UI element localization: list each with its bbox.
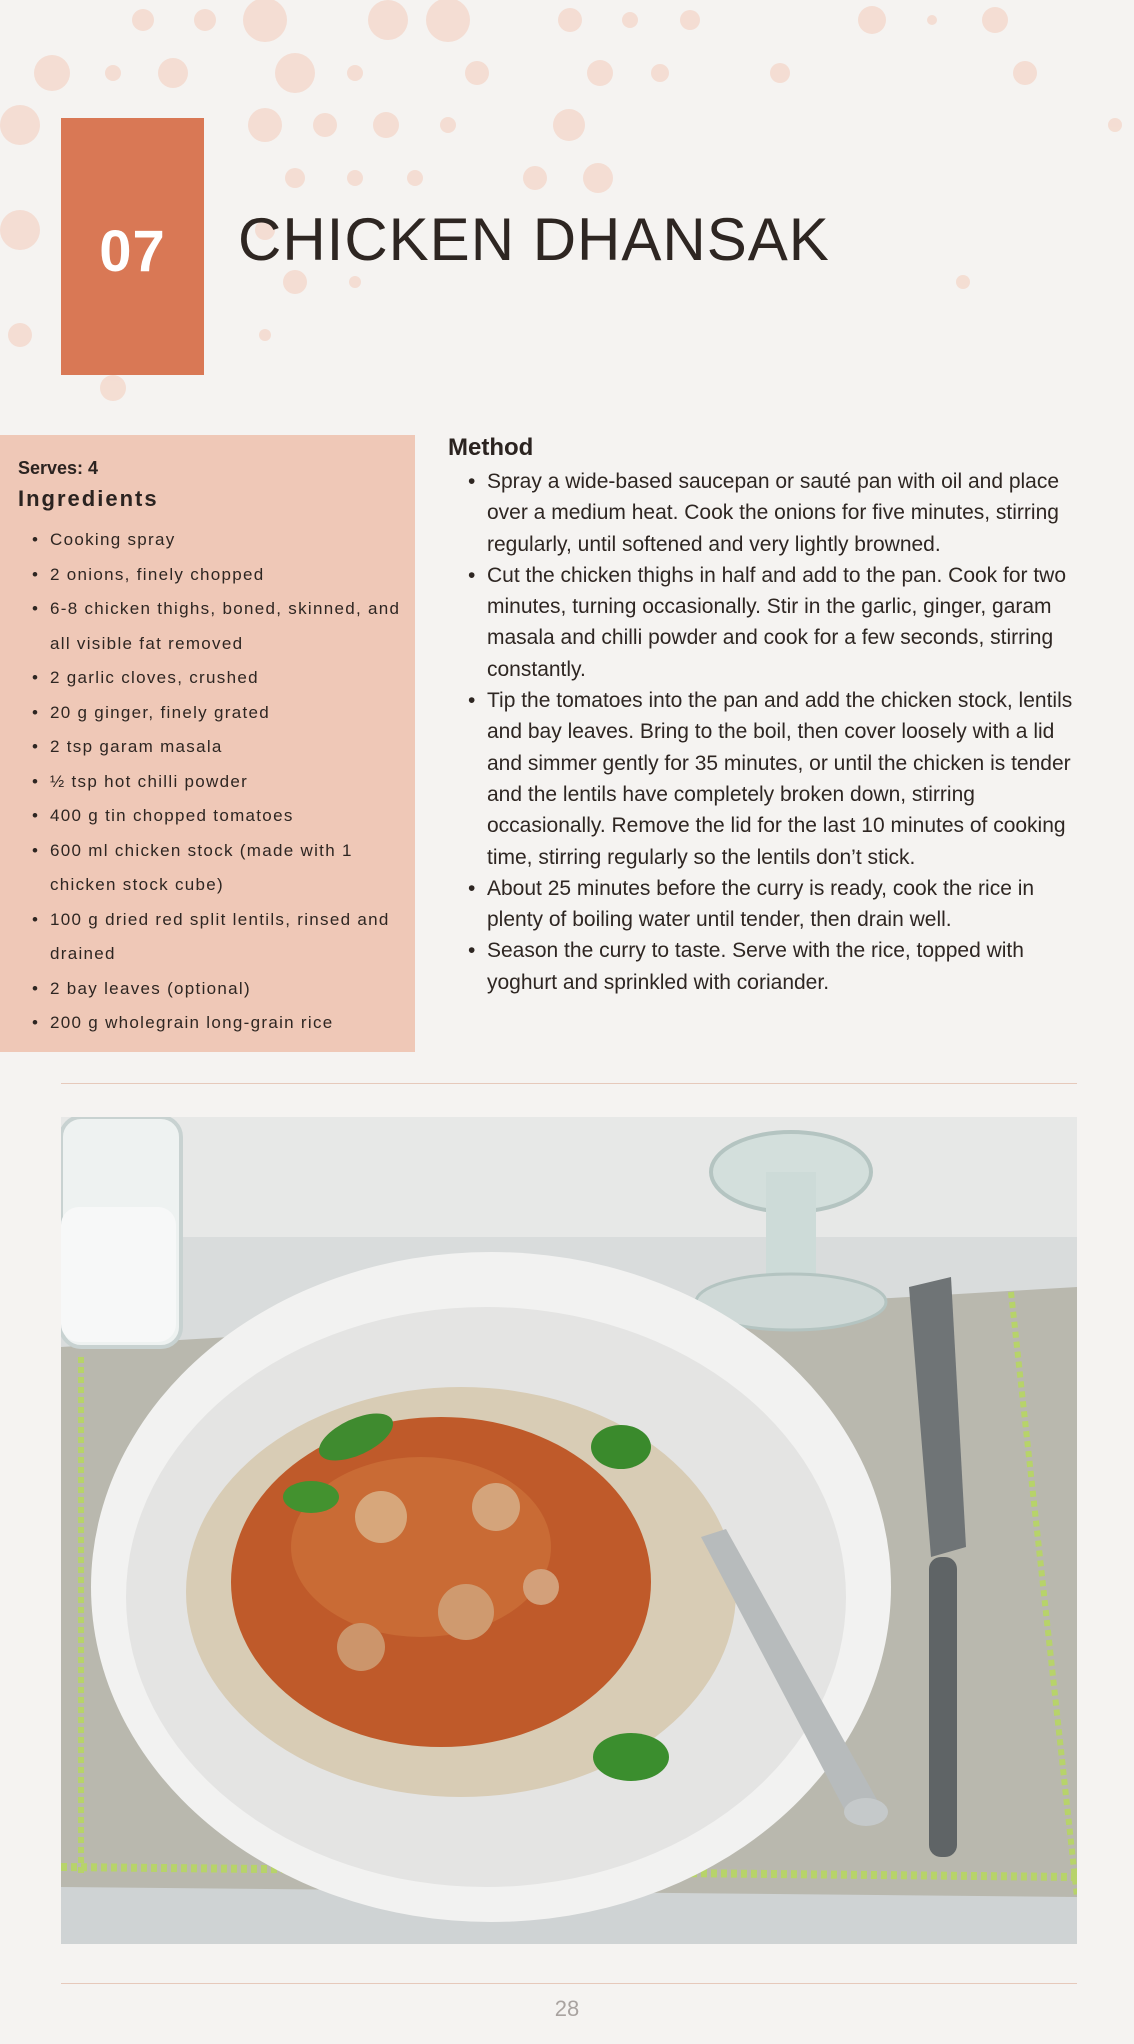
ingredient-item: • ½ tsp hot chilli powder (28, 765, 408, 800)
ingredient-item: • Cooking spray (28, 523, 408, 558)
method-step: • Spray a wide-based saucepan or sauté pan with oil and place over a medium heat. Cook the onions for five minutes, stirring regularly, until softened and very lightly browned. (466, 466, 1086, 560)
ingredient-item: • 2 garlic cloves, crushed (28, 661, 408, 696)
ingredient-item: • 600 ml chicken stock (made with 1 chicken stock cube) (28, 834, 408, 903)
ingredient-item: • 100 g dried red split lentils, rinsed and drained (28, 903, 408, 972)
recipe-number-box (61, 118, 204, 375)
ingredient-item: • 2 tsp garam masala (28, 730, 408, 765)
method-step: • Cut the chicken thighs in half and add to the pan. Cook for two minutes, turning occasionally. Stir in the garlic, ginger, garam masala and chilli powder and cook for a few seconds, stirring constantly. (466, 560, 1086, 685)
ingredient-item: • 2 onions, finely chopped (28, 558, 408, 593)
method-step: • About 25 minutes before the curry is ready, cook the rice in plenty of boiling water until tender, then drain well. (466, 873, 1086, 936)
recipe-title: CHICKEN DHANSAK (238, 206, 830, 273)
method-step: • Season the curry to taste. Serve with the rice, topped with yoghurt and sprinkled with coriander. (466, 935, 1086, 998)
ingredient-item: • 200 g wholegrain long-grain rice (28, 1006, 408, 1041)
divider-bottom (61, 1983, 1077, 1984)
ingredient-item: • 20 g ginger, finely grated (28, 696, 408, 731)
method-steps (466, 466, 1086, 998)
ingredient-item: • 400 g tin chopped tomatoes (28, 799, 408, 834)
ingredient-item: • 2 bay leaves (optional) (28, 972, 408, 1007)
ingredients-heading: Ingredients (18, 486, 159, 511)
recipe-photo (61, 1117, 1077, 1944)
divider-top (61, 1083, 1077, 1084)
page-number: 28 (554, 1996, 580, 2021)
recipe-number: 07 (99, 219, 166, 284)
serves-label: Serves: 4 (18, 458, 99, 478)
ingredients-list (28, 523, 408, 1041)
ingredient-item: • 6-8 chicken thighs, boned, skinned, and all visible fat removed (28, 592, 408, 661)
method-step: • Tip the tomatoes into the pan and add the chicken stock, lentils and bay leaves. Bring to the boil, then cover loosely with a lid and simmer gently for 35 minutes, or until the chicken is tender and the lentils have completely broken down, stirring occasionally. Remove the lid for the last 10 minutes of cooking time, stirring regularly so the lentils don’t stick. (466, 685, 1086, 873)
method-heading: Method (448, 434, 534, 461)
